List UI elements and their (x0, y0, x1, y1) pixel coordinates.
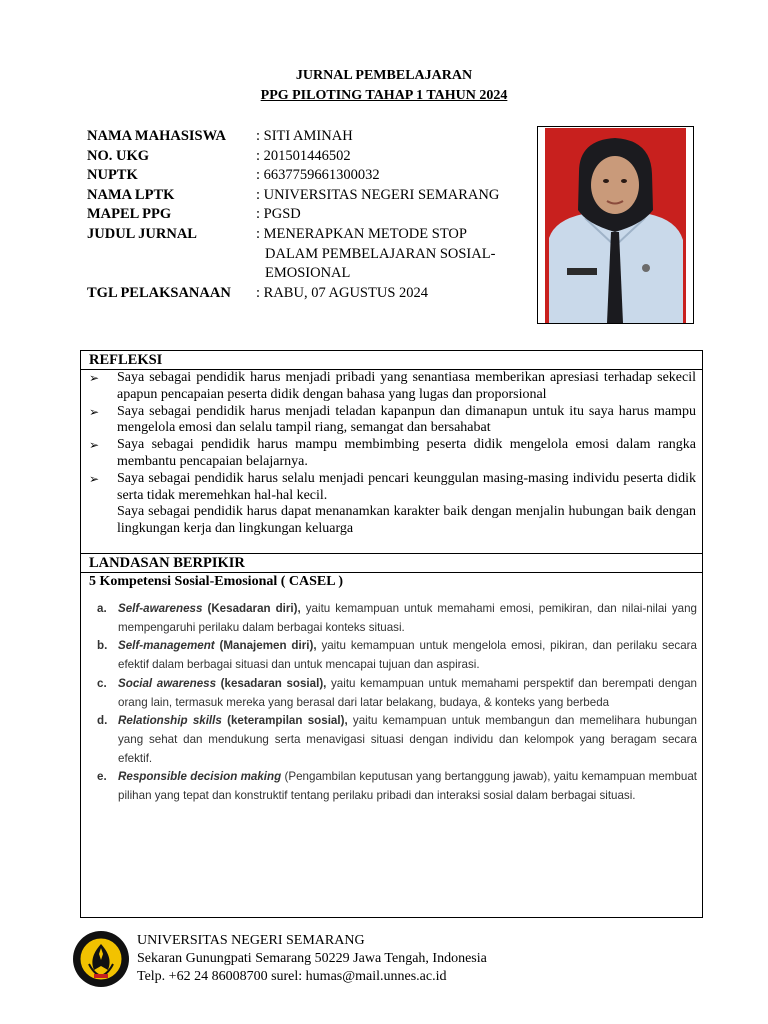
casel-text (118, 712, 697, 768)
casel-text (118, 768, 697, 805)
lptk-label: NAMA LPTK (87, 186, 175, 203)
refleksi-item (89, 471, 696, 505)
info-row-ukg (87, 147, 526, 167)
ukg-label: NO. UKG (87, 147, 150, 164)
refleksi-list (81, 370, 702, 538)
casel-text (118, 675, 697, 712)
casel-desc: (Pengambilan keputusan yang bertanggung jawab), yaitu kemampuan membuat pilihan yang tepat dan konstruktif tentang perilaku pribadi dan interaksi sosial dalam berbagai situasi. (118, 770, 697, 803)
casel-text (118, 637, 697, 674)
refleksi-heading: REFLEKSI (81, 351, 702, 370)
casel-term: Self-awareness (118, 602, 203, 615)
casel-letter: e. (97, 770, 107, 784)
footer-university: UNIVERSITAS NEGERI SEMARANG (137, 933, 365, 948)
tgl-value: : RABU, 07 AGUSTUS 2024 (256, 284, 429, 301)
arrow-bullet-icon: ➢ (89, 471, 100, 486)
casel-item (97, 600, 697, 637)
refleksi-item-text: Saya sebagai pendidik harus selalu menjadi pencari keunggulan masing-masing individu peserta didik serta tidak meremehkan hal-hal kecil. (117, 470, 696, 503)
student-portrait-icon (545, 128, 686, 323)
casel-list (97, 600, 697, 806)
info-row-nuptk (87, 166, 526, 186)
casel-desc: yaitu kemampuan untuk memahami perspektif dan berempati dengan orang lain, termasuk mereka yang berasal dari latar belakang, budaya, & konteks yang berbeda (118, 676, 697, 709)
casel-letter: d. (97, 714, 108, 728)
casel-letter: b. (97, 639, 108, 653)
info-row-lptk (87, 186, 526, 206)
arrow-bullet-icon: ➢ (89, 438, 100, 453)
refleksi-item (89, 404, 696, 438)
casel-desc: yaitu kemampuan untuk mengelola emosi, pikiran, dan perilaku secara efektif dalam berbagai situasi dan untuk mencapai tujuan dan aspirasi. (118, 639, 697, 672)
journal-title: JURNAL PEMBELAJARAN (295, 68, 473, 83)
casel-letter: c. (97, 676, 107, 690)
footer-contact: Telp. +62 24 86008700 surel: humas@mail.unnes.ac.id (137, 969, 447, 984)
judul-label: JUDUL JURNAL (87, 225, 197, 242)
info-row-nama (87, 127, 526, 147)
info-row-tgl (87, 284, 526, 304)
identity-block (87, 127, 526, 303)
refleksi-item (89, 437, 696, 471)
journal-subtitle: PPG PILOTING TAHAP 1 TAHUN 2024 (260, 88, 508, 103)
judul-value-line3: EMOSIONAL (265, 265, 351, 282)
casel-item (97, 768, 697, 805)
nama-label: NAMA MAHASISWA (87, 128, 226, 144)
casel-desc: yaitu kemampuan untuk membangun dan memelihara hubungan yang sehat dan mendukung serta menavigasi situasi dengan individu dan kelompok yang beragam secara efektif. (118, 714, 697, 765)
refleksi-item-text: Saya sebagai pendidik harus menjadi teladan kapanpun dan dimanapun untuk itu saya harus mampu mengelola emosi dan selalu tampil riang, semangat dan bersahabat (117, 403, 696, 436)
casel-text (118, 600, 697, 637)
casel-translation: (kesadaran sosial), (220, 676, 327, 690)
nama-value: : SITI AMINAH (256, 128, 353, 144)
casel-translation: (Kesadaran diri), (207, 602, 301, 615)
footer-text (137, 932, 597, 986)
tgl-label: TGL PELAKSANAAN (87, 284, 231, 301)
footer-address: Sekaran Gunungpati Semarang 50229 Jawa Tengah, Indonesia (137, 951, 487, 966)
refleksi-item-text: Saya sebagai pendidik harus mampu membimbing peserta didik mengelola emosi dalam rangka membantu pencapaian belajarnya. (117, 437, 696, 469)
casel-letter: a. (97, 602, 107, 615)
judul-value (256, 225, 526, 284)
landasan-section (80, 553, 703, 918)
refleksi-item (89, 504, 696, 538)
mapel-value: : PGSD (256, 206, 301, 223)
info-row-judul (87, 225, 526, 284)
casel-item (97, 675, 697, 712)
landasan-heading: LANDASAN BERPIKIR (81, 554, 702, 573)
casel-item (97, 712, 697, 768)
judul-value-line2: DALAM PEMBELAJARAN SOSIAL- (265, 245, 496, 262)
refleksi-section (80, 350, 703, 554)
casel-translation: (keterampilan sosial), (227, 714, 348, 728)
ukg-value: : 201501446502 (256, 147, 351, 164)
nuptk-value: : 6637759661300032 (256, 167, 380, 184)
refleksi-item-text: Saya sebagai pendidik harus menjadi pribadi yang senantiasa memberikan apresiasi terhadap sekecil apapun pencapaian peserta didik dengan bahasa yang lugas dan proporsional (117, 370, 696, 402)
casel-term: Relationship skills (118, 714, 222, 728)
judul-value-line1: : MENERAPKAN METODE STOP (256, 225, 467, 242)
refleksi-item-text: Saya sebagai pendidik harus dapat menanamkan karakter baik dengan menjalin hubungan baik dengan lingkungan kerja dan lingkungan keluarga (117, 504, 696, 537)
info-row-mapel (87, 205, 526, 225)
mapel-label: MAPEL PPG (87, 206, 172, 223)
landasan-subheading: 5 Kompetensi Sosial-Emosional ( CASEL ) (89, 574, 343, 589)
arrow-bullet-icon: ➢ (89, 371, 100, 385)
casel-item (97, 637, 697, 674)
casel-term: Self-management (118, 639, 215, 653)
unnes-logo-icon (72, 930, 130, 988)
casel-term: Responsible decision making (118, 770, 282, 784)
lptk-value: : UNIVERSITAS NEGERI SEMARANG (256, 186, 500, 203)
arrow-bullet-icon: ➢ (89, 404, 100, 419)
casel-translation: (Manajemen diri), (219, 639, 317, 653)
casel-desc: yaitu kemampuan untuk memahami emosi, pemikiran, dan nilai-nilai yang mempengaruhi perilaku dalam berbagai konteks situasi. (118, 602, 697, 634)
student-photo (537, 126, 694, 324)
nuptk-label: NUPTK (87, 167, 138, 184)
refleksi-item (89, 370, 696, 404)
casel-term: Social awareness (118, 676, 217, 690)
